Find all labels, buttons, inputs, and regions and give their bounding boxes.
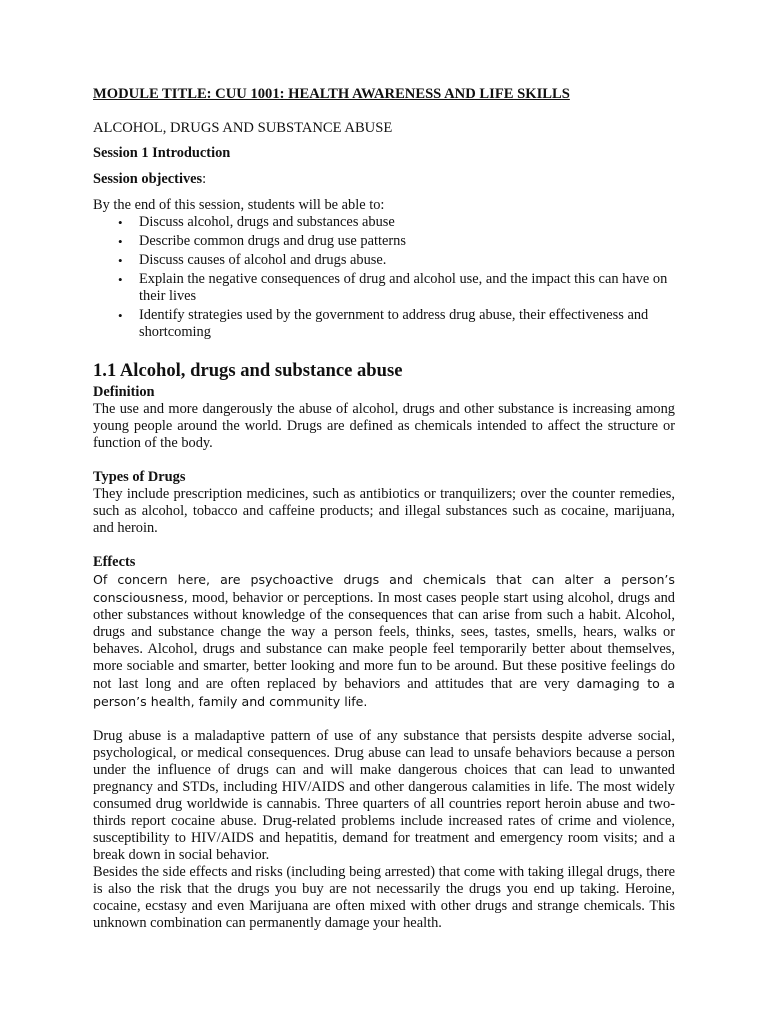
paragraph-gap [93,452,675,469]
side-effects-paragraph: Besides the side effects and risks (including being arrested) that come with taking illegal drugs, there is also the risk that the drugs you buy are not necessarily the drugs you end up taking. Heroine, cocaine, ecstasy and even Marijuana are often mixed with other drugs and strange chemicals. This unknown combination can permanently damage your health. [93,864,675,931]
objectives-heading [93,171,675,188]
objectives-heading-colon: : [202,171,207,187]
types-paragraph: They include prescription medicines, such as antibiotics or tranquilizers; over the counter remedies, such as alcohol, tobacco and caffeine products; and illegal substances such as cocaine, marijuana, and heroin. [93,486,675,536]
section-heading: 1.1 Alcohol, drugs and substance abuse [93,360,403,381]
definition-paragraph: The use and more dangerously the abuse of alcohol, drugs and other substance is increasing among young people around the world. Drugs are defined as chemicals intended to affect the structure or function of the body. [93,401,675,451]
objective-item [118,252,675,269]
module-title: MODULE TITLE: CUU 1001: HEALTH AWARENESS AND LIFE SKILLS [93,86,570,102]
effects-text-start: Of concern here, are psychoactive drugs and chemicals that can alter a person’s consciousness, [93,572,675,605]
paragraph-gap [93,537,675,554]
objective-text: Discuss alcohol, drugs and substances abuse [139,214,395,230]
definition-heading: Definition [93,384,155,400]
objective-text: Identify strategies used by the government to address drug abuse, their effectiveness and shortcoming [139,307,649,340]
effects-heading: Effects [93,554,136,570]
objective-item [118,307,675,341]
objectives-intro: By the end of this session, students will be able to: [93,197,385,213]
bullet-icon: • [118,253,123,268]
effects-text-main: mood, behavior or perceptions. In most cases people start using alcohol, drugs and other substances without knowledge of the consequences that can arise from such a habit. Alcohol, drugs and substance change the way a person feels, thinks, sees, tastes, smells, hears, walks or behaves. Alcohol, drugs and substance can make people feel temporarily better about themselves, more sociable and smarter, better looking and more fun to be around. But these positive feelings do not last long and are often replaced by behaviors and attitudes that are very [93,590,675,692]
objectives-heading-label: Session objectives [93,171,203,187]
objectives-list [93,214,675,341]
paragraph-gap [93,711,675,728]
drug-abuse-paragraph: Drug abuse is a maladaptive pattern of use of any substance that persists despite adverse social, psychological, or medical consequences. Drug abuse can lead to unsafe behaviors because a person under the influence of drugs can and will make dangerous choices that can lead to unwanted pregnancy and STDs, including HIV/AIDS and other dangerous calamities in life. The most widely consumed drug worldwide is cannabis. Three quarters of all countries report heroin abuse and two-thirds report cocaine abuse. Drug-related problems include increased rates of crime and violence, susceptibility to HIV/AIDS and hepatitis, demand for treatment and emergency room visits; and a break down in social behavior. [93,728,675,863]
session-heading: Session 1 Introduction [93,145,231,161]
objective-item [118,233,675,250]
bullet-icon: • [118,234,123,249]
objective-text: Discuss causes of alcohol and drugs abuse. [139,252,387,268]
objective-item [118,214,675,231]
effects-text-end: damaging to a person’s health, family and community life. [93,676,675,709]
objective-text: Describe common drugs and drug use patterns [139,233,406,249]
bullet-icon: • [118,215,123,230]
effects-paragraph [93,571,675,711]
types-heading: Types of Drugs [93,469,186,485]
objective-text: Explain the negative consequences of drug and alcohol use, and the impact this can have on their lives [139,271,668,304]
bullet-icon: • [118,308,123,323]
document-title: ALCOHOL, DRUGS AND SUBSTANCE ABUSE [93,120,393,136]
objective-item [118,271,675,305]
bullet-icon: • [118,272,123,287]
